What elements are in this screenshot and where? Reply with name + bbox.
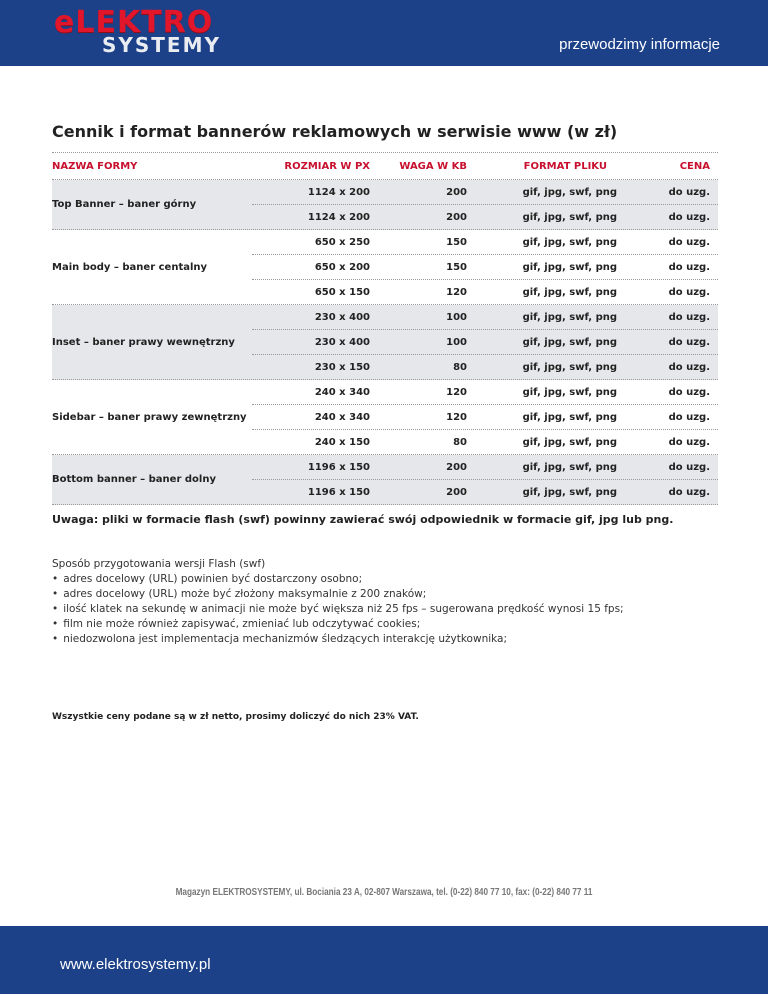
table-row xyxy=(252,455,718,480)
table-group xyxy=(52,380,718,455)
price-cell: do uzg. xyxy=(668,236,710,248)
logo-bottom-text: SYSTEMY xyxy=(102,33,221,57)
table-group xyxy=(52,180,718,230)
price-cell: do uzg. xyxy=(668,311,710,323)
weight-cell: 120 xyxy=(446,411,467,423)
table-row xyxy=(252,255,718,280)
flash-requirements-list xyxy=(52,572,624,647)
size-cell: 650 x 250 xyxy=(314,236,370,248)
price-cell: do uzg. xyxy=(668,361,710,373)
list-item: • niedozwolona jest implementacja mechanizmów śledzących interakcję użytkownika; xyxy=(52,632,624,647)
table-row xyxy=(252,405,718,430)
weight-cell: 120 xyxy=(446,386,467,398)
size-cell: 1196 x 150 xyxy=(307,486,370,498)
format-cell: gif, jpg, swf, png xyxy=(522,336,617,348)
flash-heading: Sposób przygotowania wersji Flash (swf) xyxy=(52,558,266,570)
table-row xyxy=(252,430,718,454)
format-cell: gif, jpg, swf, png xyxy=(522,286,617,298)
format-name: Main body – baner centalny xyxy=(52,261,208,273)
format-name: Bottom banner – baner dolny xyxy=(52,474,216,485)
format-cell: gif, jpg, swf, png xyxy=(522,436,617,448)
weight-cell: 200 xyxy=(446,486,467,498)
page-title: Cennik i format bannerów reklamowych w serwisie www (w zł) xyxy=(52,122,618,141)
format-cell: gif, jpg, swf, png xyxy=(522,186,617,198)
size-cell: 1196 x 150 xyxy=(307,461,370,473)
pricing-table xyxy=(52,152,718,505)
weight-cell: 100 xyxy=(446,311,467,323)
group-rows xyxy=(252,180,718,229)
table-row xyxy=(252,230,718,255)
list-item: • film nie może również zapisywać, zmieniać lub odczytywać cookies; xyxy=(52,617,624,632)
price-cell: do uzg. xyxy=(668,336,710,348)
price-cell: do uzg. xyxy=(668,486,710,498)
format-cell: gif, jpg, swf, png xyxy=(522,486,617,498)
list-item: • ilość klatek na sekundę w animacji nie może być większa niż 25 fps – sugerowana prędkość wynosi 15 fps; xyxy=(52,602,624,617)
table-row xyxy=(252,280,718,304)
format-cell: gif, jpg, swf, png xyxy=(522,461,617,473)
weight-cell: 80 xyxy=(453,436,467,448)
price-cell: do uzg. xyxy=(668,186,710,198)
column-header-format: FORMAT PLIKU xyxy=(523,160,607,172)
size-cell: 1124 x 200 xyxy=(307,186,370,198)
format-cell: gif, jpg, swf, png xyxy=(522,236,617,248)
format-cell: gif, jpg, swf, png xyxy=(522,411,617,423)
weight-cell: 100 xyxy=(446,336,467,348)
page-header xyxy=(0,0,768,66)
price-cell: do uzg. xyxy=(668,211,710,223)
price-cell: do uzg. xyxy=(668,386,710,398)
flash-warning: Uwaga: pliki w formacie flash (swf) powinny zawierać swój odpowiednik w formacie gif, jpg lub png. xyxy=(52,513,674,526)
table-row xyxy=(252,380,718,405)
table-header xyxy=(52,152,718,180)
table-group xyxy=(52,305,718,380)
vat-note: Wszystkie ceny podane są w zł netto, prosimy doliczyć do nich 23% VAT. xyxy=(52,712,419,722)
website-link[interactable]: www.elektrosystemy.pl xyxy=(60,956,211,973)
size-cell: 230 x 400 xyxy=(314,311,370,323)
weight-cell: 150 xyxy=(446,261,467,273)
format-cell: gif, jpg, swf, png xyxy=(522,361,617,373)
weight-cell: 80 xyxy=(453,361,467,373)
column-header-price: CENA xyxy=(679,160,710,172)
group-rows xyxy=(252,455,718,504)
weight-cell: 200 xyxy=(446,186,467,198)
format-cell: gif, jpg, swf, png xyxy=(522,311,617,323)
format-name: Inset – baner prawy wewnętrzny xyxy=(52,336,235,348)
table-row xyxy=(252,205,718,229)
format-name: Sidebar – baner prawy zewnętrzny xyxy=(52,411,247,423)
size-cell: 240 x 340 xyxy=(314,386,370,398)
size-cell: 230 x 150 xyxy=(314,361,370,373)
footer-address: Magazyn ELEKTROSYSTEMY, ul. Bociania 23 A, 02-807 Warszawa, tel. (0-22) 840 77 10, fax: (0-22) 840 77 11 xyxy=(175,887,593,898)
size-cell: 240 x 340 xyxy=(314,411,370,423)
weight-cell: 200 xyxy=(446,461,467,473)
price-cell: do uzg. xyxy=(668,261,710,273)
weight-cell: 200 xyxy=(446,211,467,223)
flash-requirements xyxy=(52,557,624,647)
table-row xyxy=(252,180,718,205)
table-group xyxy=(52,455,718,505)
column-header-weight: WAGA W KB xyxy=(399,160,467,172)
size-cell: 650 x 200 xyxy=(314,261,370,273)
weight-cell: 120 xyxy=(446,286,467,298)
column-header-size: ROZMIAR W PX xyxy=(284,160,370,172)
format-name: Top Banner – baner górny xyxy=(52,199,197,210)
column-header-name: NAZWA FORMY xyxy=(52,160,138,172)
table-row xyxy=(252,480,718,504)
table-row xyxy=(252,305,718,330)
size-cell: 650 x 150 xyxy=(314,286,370,298)
price-cell: do uzg. xyxy=(668,411,710,423)
format-cell: gif, jpg, swf, png xyxy=(522,261,617,273)
table-row xyxy=(252,355,718,379)
size-cell: 1124 x 200 xyxy=(307,211,370,223)
logo-top-text: eLEKTRO xyxy=(54,5,214,40)
list-item: • adres docelowy (URL) powinien być dostarczony osobno; xyxy=(52,572,624,587)
table-body xyxy=(52,180,718,505)
format-cell: gif, jpg, swf, png xyxy=(522,386,617,398)
group-rows xyxy=(252,230,718,304)
size-cell: 240 x 150 xyxy=(314,436,370,448)
size-cell: 230 x 400 xyxy=(314,336,370,348)
table-row xyxy=(252,330,718,355)
list-item: • adres docelowy (URL) może być złożony maksymalnie z 200 znaków; xyxy=(52,587,624,602)
page-footer xyxy=(0,926,768,994)
group-rows xyxy=(252,305,718,379)
elektrosystemy-logo xyxy=(54,5,254,57)
table-group xyxy=(52,230,718,305)
format-cell: gif, jpg, swf, png xyxy=(522,211,617,223)
weight-cell: 150 xyxy=(446,236,467,248)
price-cell: do uzg. xyxy=(668,436,710,448)
tagline: przewodzimy informacje xyxy=(559,36,720,53)
price-cell: do uzg. xyxy=(668,461,710,473)
price-cell: do uzg. xyxy=(668,286,710,298)
group-rows xyxy=(252,380,718,454)
